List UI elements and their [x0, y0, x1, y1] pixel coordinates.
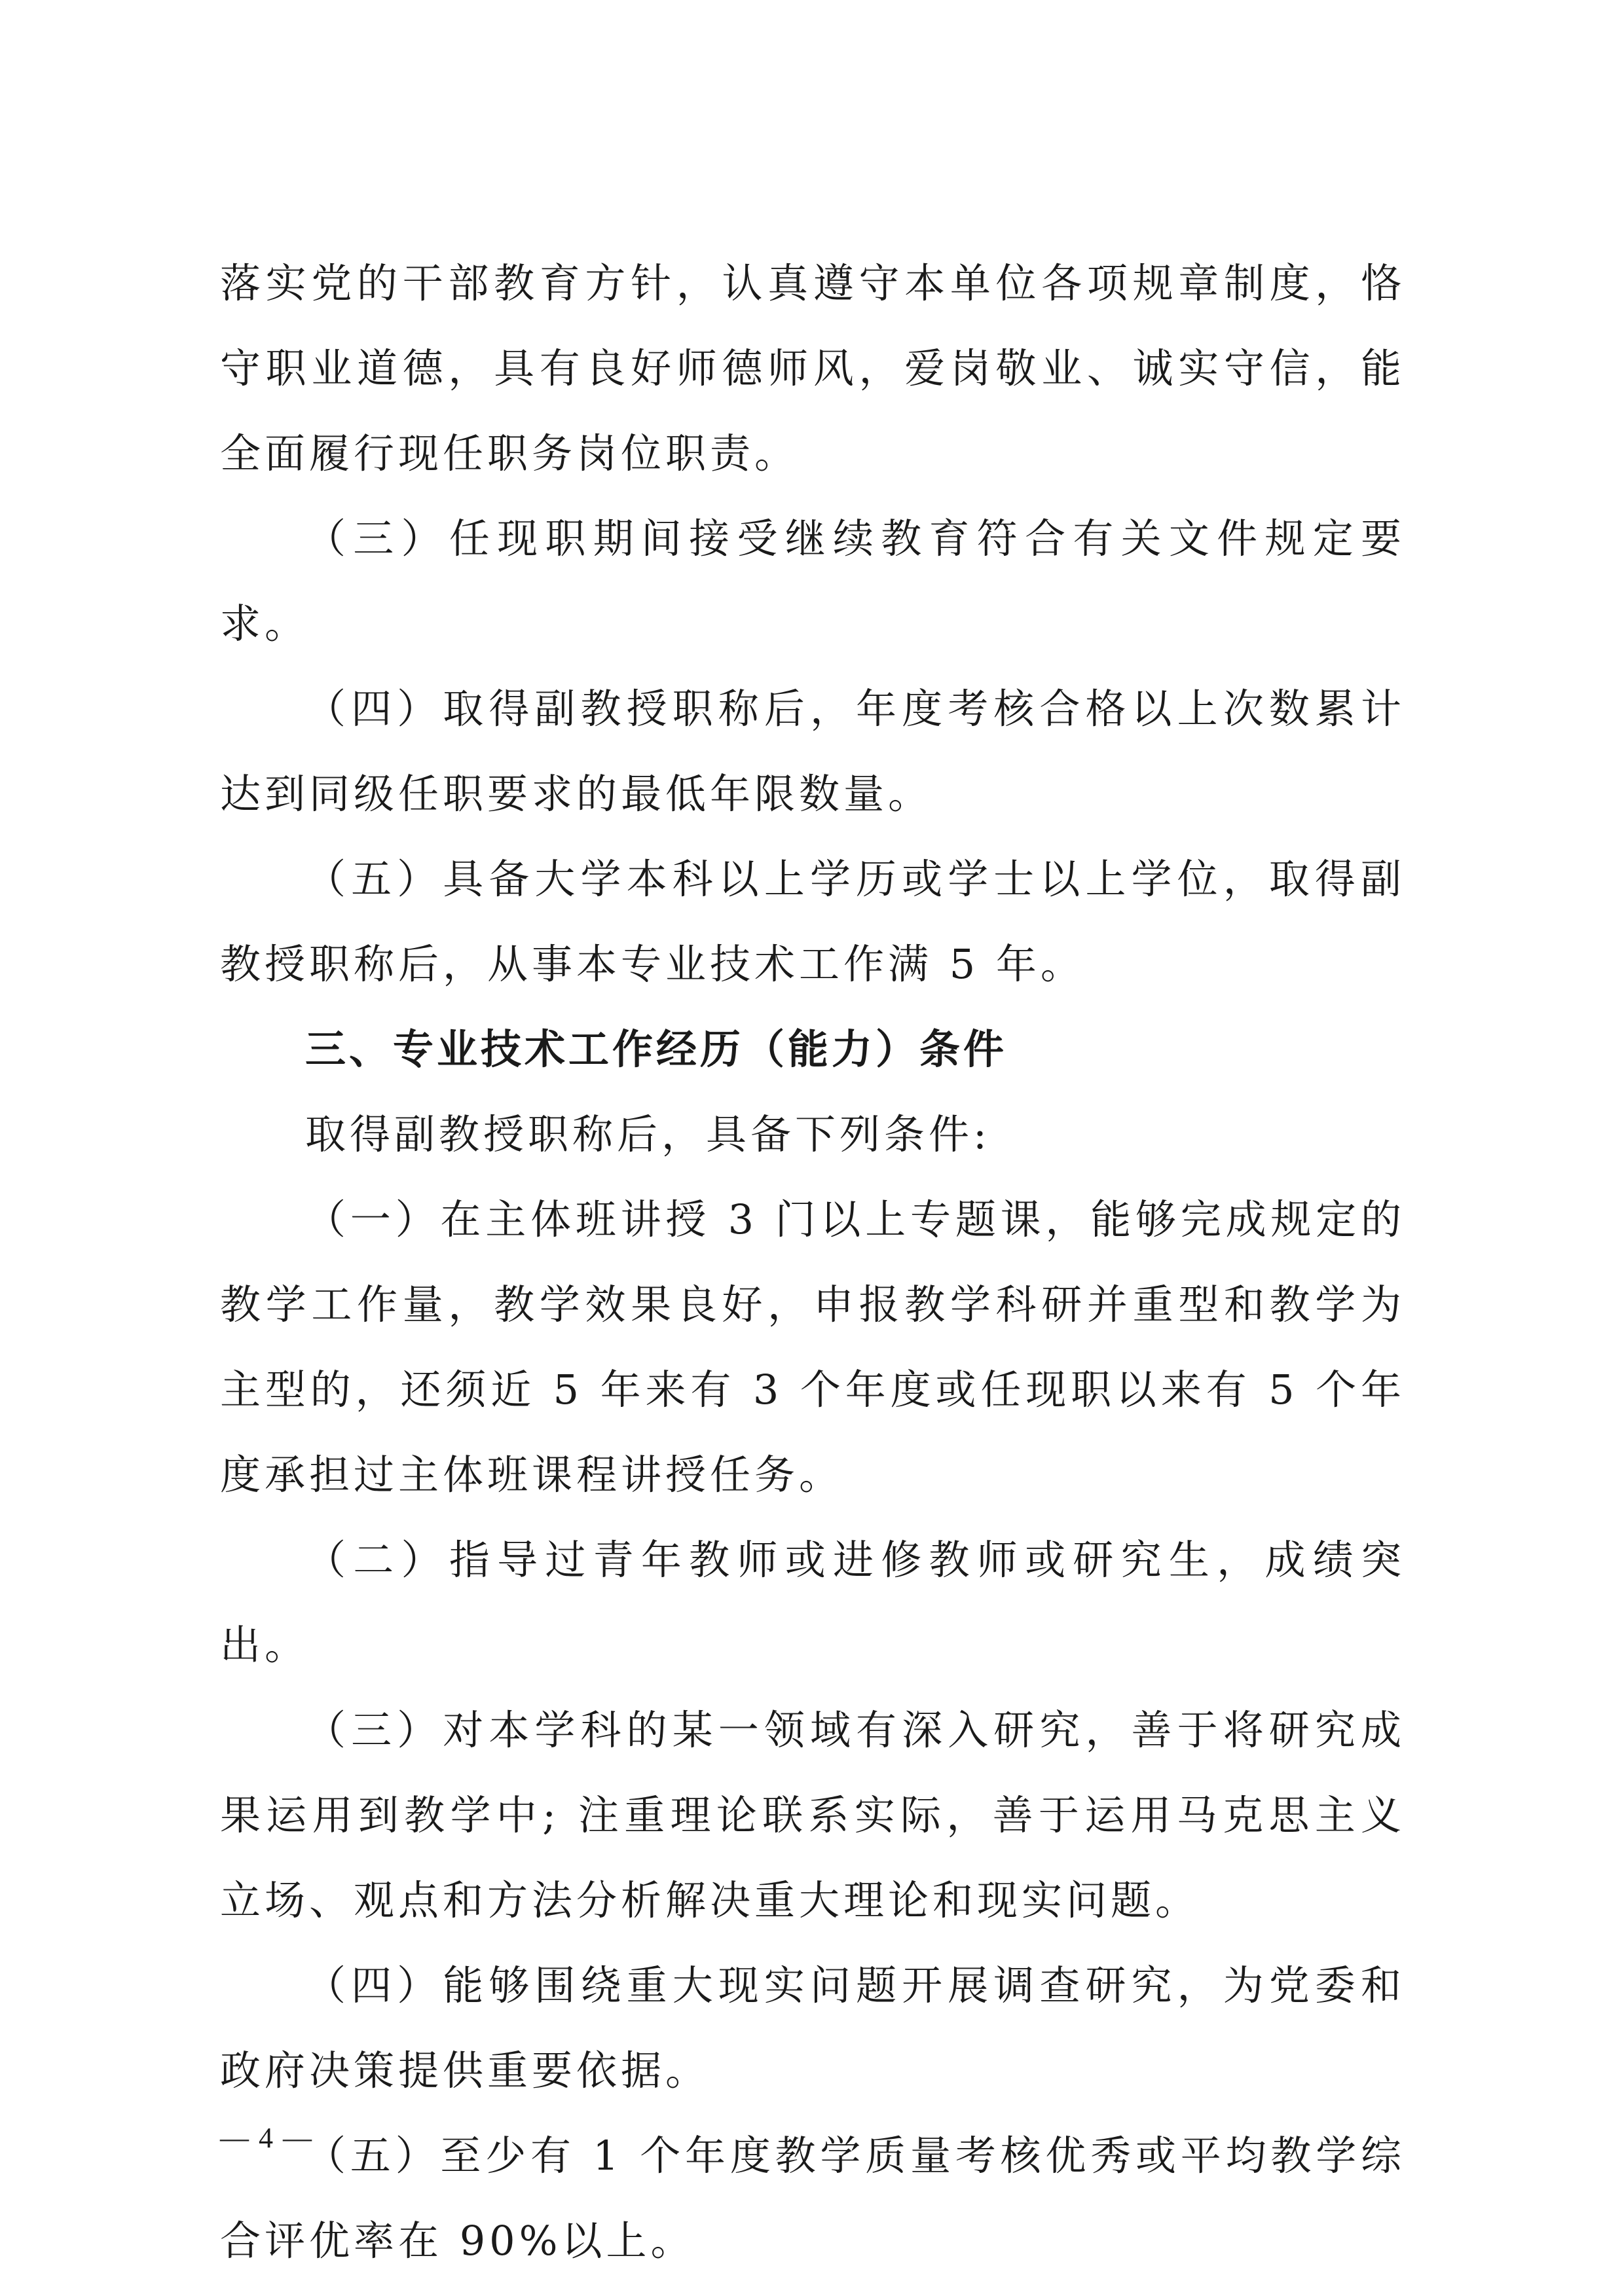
paragraph-item-1: （一）在主体班讲授 3 门以上专题课，能够完成规定的教学工作量，教学效果良好，申报教学科研并重型和教学为主型的，还须近 5 年来有 3 个年度或任现职以来有 5 个年度承担过主体班课程讲授任务。	[220, 1195, 1405, 1499]
paragraph-continuation: 落实党的干部教育方针，认真遵守本单位各项规章制度，恪守职业道德，具有良好师德师风，爱岗敬业、诚实守信，能全面履行现任职务岗位职责。	[220, 259, 1405, 477]
paragraph-item-3b: （三）对本学科的某一领域有深入研究，善于将研究成果运用到教学中; 注重理论联系实际，善于运用马克思主义立场、观点和方法分析解决重大理论和现实问题。	[220, 1706, 1405, 1924]
paragraph-item-4b: （四）能够围绕重大现实问题开展调查研究，为党委和政府决策提供重要依据。	[220, 1961, 1405, 2094]
paragraph-item-5b: （五）至少有 1 个年度教学质量考核优秀或平均教学综合评优率在 90%以上。	[220, 2132, 1405, 2265]
paragraph-item-4: （四）取得副教授职称后，年度考核合格以上次数累计达到同级任职要求的最低年限数量。	[220, 685, 1405, 818]
page-number: — 4 —	[220, 2122, 313, 2154]
paragraph-item-3: （三）任现职期间接受继续教育符合有关文件规定要求。	[220, 515, 1405, 647]
paragraph-item-5: （五）具备大学本科以上学历或学士以上学位，取得副教授职称后，从事本专业技术工作满 5 年。	[220, 855, 1405, 988]
paragraph-item-2: （二）指导过青年教师或进修教师或研究生，成绩突出。	[220, 1536, 1405, 1669]
section-heading: 三、专业技术工作经历（能力）条件	[305, 1025, 1008, 1073]
body-text	[220, 241, 1405, 2284]
paragraph-intro: 取得副教授职称后，具备下列条件:	[305, 1110, 991, 1158]
